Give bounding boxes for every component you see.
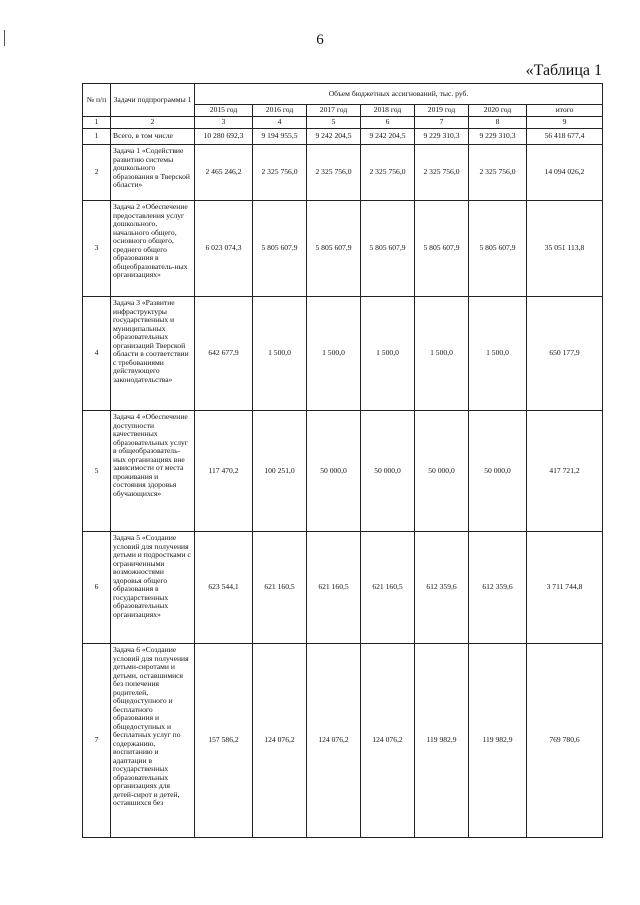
row-value: 2 325 756,0 bbox=[469, 145, 527, 201]
row-total: 3 711 744,8 bbox=[527, 532, 603, 644]
row-value: 119 982,9 bbox=[469, 644, 527, 838]
col-number: 8 bbox=[469, 117, 527, 129]
row-value: 124 076,2 bbox=[307, 644, 361, 838]
row-number: 3 bbox=[83, 201, 111, 297]
table-row bbox=[83, 411, 603, 532]
row-value: 9 229 310,3 bbox=[469, 129, 527, 145]
row-task: Задача 3 «Развитие инфраструктуры государственных и муниципальных образовательных организаций Тверской области в соответствии с требованиями действующего законодательства» bbox=[111, 297, 195, 411]
row-value: 9 242 204,5 bbox=[307, 129, 361, 145]
row-task: Задача 2 «Обеспечение предоставления услуг дошкольного, начального общего, основного общего, среднего общего образования в общеобразователь-ных организациях» bbox=[111, 201, 195, 297]
row-value: 1 500,0 bbox=[307, 297, 361, 411]
table-row bbox=[83, 297, 603, 411]
row-value: 612 359,6 bbox=[469, 532, 527, 644]
col-number: 4 bbox=[253, 117, 307, 129]
row-value: 1 500,0 bbox=[415, 297, 469, 411]
row-value: 124 076,2 bbox=[361, 644, 415, 838]
row-value: 1 500,0 bbox=[361, 297, 415, 411]
row-value: 100 251,0 bbox=[253, 411, 307, 532]
row-task: Всего, в том числе bbox=[111, 129, 195, 145]
row-total: 56 418 677,4 bbox=[527, 129, 603, 145]
row-value: 642 677,9 bbox=[195, 297, 253, 411]
row-value: 50 000,0 bbox=[415, 411, 469, 532]
col-number: 2 bbox=[111, 117, 195, 129]
row-number: 6 bbox=[83, 532, 111, 644]
row-value: 1 500,0 bbox=[253, 297, 307, 411]
row-value: 1 500,0 bbox=[469, 297, 527, 411]
row-value: 50 000,0 bbox=[361, 411, 415, 532]
row-task: Задача 6 «Создание условий для получения детьми-сиротами и детьми, оставшимися без попечения родителей, общедоступного и бесплатного образования и общедоступных и бесплатных услуг по содержанию, воспитанию и адаптации в государственных образовательных организациях для детей-сирот и детей, оставшихся без bbox=[111, 644, 195, 838]
row-value: 5 805 607,9 bbox=[253, 201, 307, 297]
header-year: 2020 год bbox=[469, 105, 527, 117]
row-value: 623 544,1 bbox=[195, 532, 253, 644]
col-number: 5 bbox=[307, 117, 361, 129]
row-value: 2 325 756,0 bbox=[307, 145, 361, 201]
row-value: 9 242 204,5 bbox=[361, 129, 415, 145]
row-value: 2 325 756,0 bbox=[415, 145, 469, 201]
row-value: 2 465 246,2 bbox=[195, 145, 253, 201]
row-number: 2 bbox=[83, 145, 111, 201]
row-value: 117 470,2 bbox=[195, 411, 253, 532]
table-row bbox=[83, 129, 603, 145]
row-value: 9 194 955,5 bbox=[253, 129, 307, 145]
row-value: 50 000,0 bbox=[469, 411, 527, 532]
page-number: 6 bbox=[316, 32, 324, 48]
header-year: 2015 год bbox=[195, 105, 253, 117]
header-budget: Объем бюджетных ассигнований, тыс. руб. bbox=[195, 84, 603, 105]
table-row bbox=[83, 201, 603, 297]
col-number: 7 bbox=[415, 117, 469, 129]
row-value: 157 586,2 bbox=[195, 644, 253, 838]
row-value: 621 160,5 bbox=[361, 532, 415, 644]
header-year: 2019 год bbox=[415, 105, 469, 117]
row-value: 119 982,9 bbox=[415, 644, 469, 838]
row-total: 769 780,6 bbox=[527, 644, 603, 838]
row-total: 417 721,2 bbox=[527, 411, 603, 532]
col-number: 6 bbox=[361, 117, 415, 129]
row-total: 650 177,9 bbox=[527, 297, 603, 411]
row-value: 6 023 074,3 bbox=[195, 201, 253, 297]
col-number: 1 bbox=[83, 117, 111, 129]
row-value: 9 229 310,3 bbox=[415, 129, 469, 145]
header-year: 2018 год bbox=[361, 105, 415, 117]
row-number: 1 bbox=[83, 129, 111, 145]
row-value: 124 076,2 bbox=[253, 644, 307, 838]
row-total: 35 051 113,8 bbox=[527, 201, 603, 297]
col-number: 3 bbox=[195, 117, 253, 129]
header-tasks: Задачи подпрограммы 1 bbox=[111, 84, 195, 117]
header-year: 2017 год bbox=[307, 105, 361, 117]
row-value: 5 805 607,9 bbox=[307, 201, 361, 297]
row-number: 5 bbox=[83, 411, 111, 532]
row-value: 612 359,6 bbox=[415, 532, 469, 644]
row-value: 5 805 607,9 bbox=[361, 201, 415, 297]
row-value: 2 325 756,0 bbox=[361, 145, 415, 201]
row-value: 621 160,5 bbox=[307, 532, 361, 644]
table-caption: «Таблица 1 bbox=[525, 62, 602, 79]
row-task: Задача 1 «Содействие развитию системы дошкольного образования в Тверской области» bbox=[111, 145, 195, 201]
row-number: 4 bbox=[83, 297, 111, 411]
row-value: 10 280 692,3 bbox=[195, 129, 253, 145]
row-number: 7 bbox=[83, 644, 111, 838]
table-row bbox=[83, 145, 603, 201]
row-value: 621 160,5 bbox=[253, 532, 307, 644]
row-value: 2 325 756,0 bbox=[253, 145, 307, 201]
budget-table bbox=[82, 83, 603, 838]
header-num: № п/п bbox=[83, 84, 111, 117]
table-row bbox=[83, 532, 603, 644]
row-total: 14 094 026,2 bbox=[527, 145, 603, 201]
row-task: Задача 4 «Обеспечение доступности качественных образовательных услуг в общеобразователь-ных организациях вне зависимости от места проживания и состояния здоровья обучающихся» bbox=[111, 411, 195, 532]
row-task: Задача 5 «Создание условий для получения детьми и подростками с ограниченными возможностями здоровья общего образования в государственных образовательных организациях» bbox=[111, 532, 195, 644]
row-value: 5 805 607,9 bbox=[415, 201, 469, 297]
row-value: 5 805 607,9 bbox=[469, 201, 527, 297]
header-year: 2016 год bbox=[253, 105, 307, 117]
table-row bbox=[83, 644, 603, 838]
col-number: 9 bbox=[527, 117, 603, 129]
header-total: итого bbox=[527, 105, 603, 117]
row-value: 50 000,0 bbox=[307, 411, 361, 532]
